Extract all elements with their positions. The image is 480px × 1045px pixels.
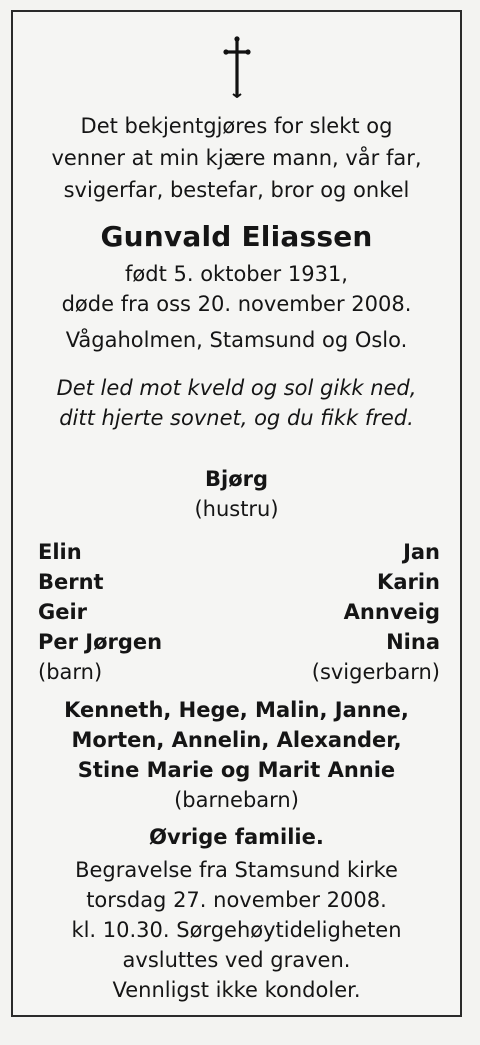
other-family: Øvrige familie. [149,825,324,849]
grandchildren-line: Kenneth, Hege, Malin, Janne, [64,698,409,722]
funeral-line: avsluttes ved graven. [122,948,351,972]
verse-line: Det led mot kveld og sol gikk ned, [56,376,417,400]
spouse-name: Bjørg [204,467,269,491]
children-role: (barn) [38,660,103,684]
child-in-law-name: Karin [377,570,440,594]
latin-cross-icon [222,36,252,98]
child-name: Elin [38,540,82,564]
intro-line: svigerfar, bestefar, bror og onkel [63,178,410,202]
intro-line: Det bekjentgjøres for slekt og [80,114,393,138]
spouse-role: (hustru) [194,497,279,521]
intro-line: venner at min kjære mann, vår far, [51,146,422,170]
children-in-law-list [312,537,440,687]
grandchildren-line: Stine Marie og Marit Annie [77,758,396,782]
places-line: Vågaholmen, Stamsund og Oslo. [65,328,408,352]
funeral-info [13,855,460,1005]
life-dates [13,259,460,319]
grandchildren-line: Morten, Annelin, Alexander, [71,728,402,752]
funeral-line: kl. 10.30. Sørgehøytideligheten [71,918,402,942]
child-name: Per Jørgen [38,630,163,654]
birth-date-line: født 5. oktober 1931, [125,262,348,286]
grandchildren-role: (barnebarn) [174,788,299,812]
death-date-line: døde fra oss 20. november 2008. [61,292,412,316]
funeral-line: Vennligst ikke kondoler. [112,978,361,1002]
child-name: Geir [38,600,88,624]
child-in-law-name: Annveig [343,600,440,624]
funeral-line: Begravelse fra Stamsund kirke [75,858,398,882]
announcement-intro [13,110,460,206]
memorial-verse [13,373,460,433]
funeral-line: torsdag 27. november 2008. [86,888,387,912]
children-list [38,537,162,687]
children-in-law-role: (svigerbarn) [311,660,440,684]
child-in-law-name: Jan [403,540,440,564]
deceased-name: Gunvald Eliassen [100,220,373,253]
verse-line: ditt hjerte sovnet, og du fikk fred. [59,406,414,430]
child-in-law-name: Nina [386,630,440,654]
obituary-notice [11,10,462,1017]
grandchildren-list [13,695,460,785]
child-name: Bernt [38,570,104,594]
